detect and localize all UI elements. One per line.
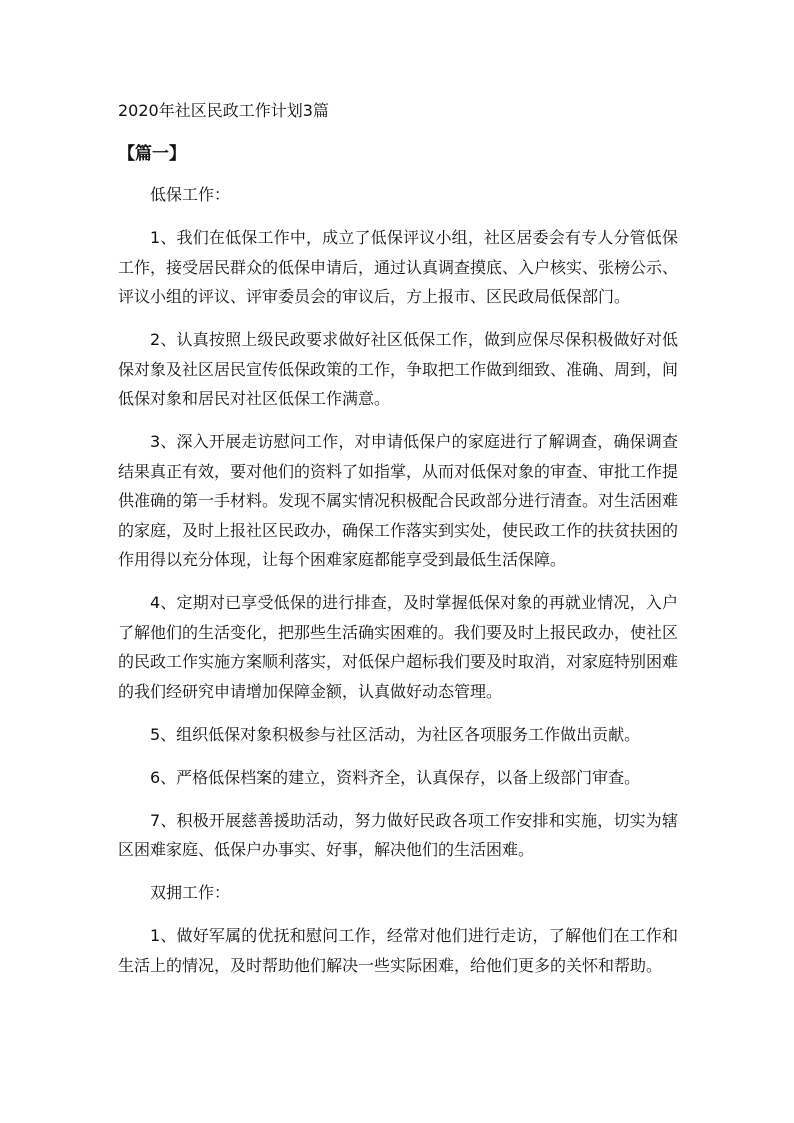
paragraph: 7、积极开展慈善援助活动，努力做好民政各项工作安排和实施，切实为辖区困难家庭、低保户办事实、好事，解决他们的生活困难。: [118, 810, 678, 859]
subheading-dibao: 低保工作：: [150, 185, 231, 204]
document-title: 2020年社区民政工作计划3篇: [118, 101, 329, 120]
paragraph: 2、认真按照上级民政要求做好社区低保工作，做到应保尽保积极做好对低保对象及社区居民宣传低保政策的工作，争取把工作做到细致、准确、周到，间低保对象和居民对社区低保工作满意。: [118, 330, 679, 408]
paragraph: 1、我们在低保工作中，成立了低保评议小组，社区居委会有专人分管低保工作，接受居民群众的低保申请后，通过认真调查摸底、入户核实、张榜公示、评议小组的评议、评审委员会的审议后，方上报市、区民政局低保部门。: [118, 228, 679, 306]
paragraph: 6、严格低保档案的建立，资料齐全，认真保存，以备上级部门审查。: [150, 767, 641, 787]
paragraph: 4、定期对已享受低保的进行排查，及时掌握低保对象的再就业情况，入户了解他们的生活变化，把那些生活确实困难的。我们要及时上报民政办，使社区的民政工作实施方案顺利落实，对低保户超标我们要及时取消，对家庭特别困难的我们经研究申请增加保障金额，认真做好动态管理。: [118, 593, 679, 701]
paragraph: 1、做好军属的优抚和慰问工作，经常对他们进行走访，了解他们在工作和生活上的情况，及时帮助他们解决一些实际困难，给他们更多的关怀和帮助。: [118, 926, 678, 975]
document-body: [118, 180, 678, 994]
section-heading: 【篇一】: [118, 144, 186, 164]
paragraph: 3、深入开展走访慰问工作，对申请低保户的家庭进行了解调查，确保调查结果真正有效，要对他们的资料了如指掌，从而对低保对象的审查、审批工作提供准确的第一手材料。发现不属实情况积极配合民政部分进行清查。对生活困难的家庭，及时上报社区民政办，确保工作落实到实处，使民政工作的扶贫扶困的作用得以充分体现，让每个困难家庭都能享受到最低生活保障。: [118, 432, 679, 569]
paragraph: 5、组织低保对象积极参与社区活动，为社区各项服务工作做出贡献。: [150, 724, 641, 744]
subheading-shuangyong: 双拥工作：: [150, 883, 231, 902]
